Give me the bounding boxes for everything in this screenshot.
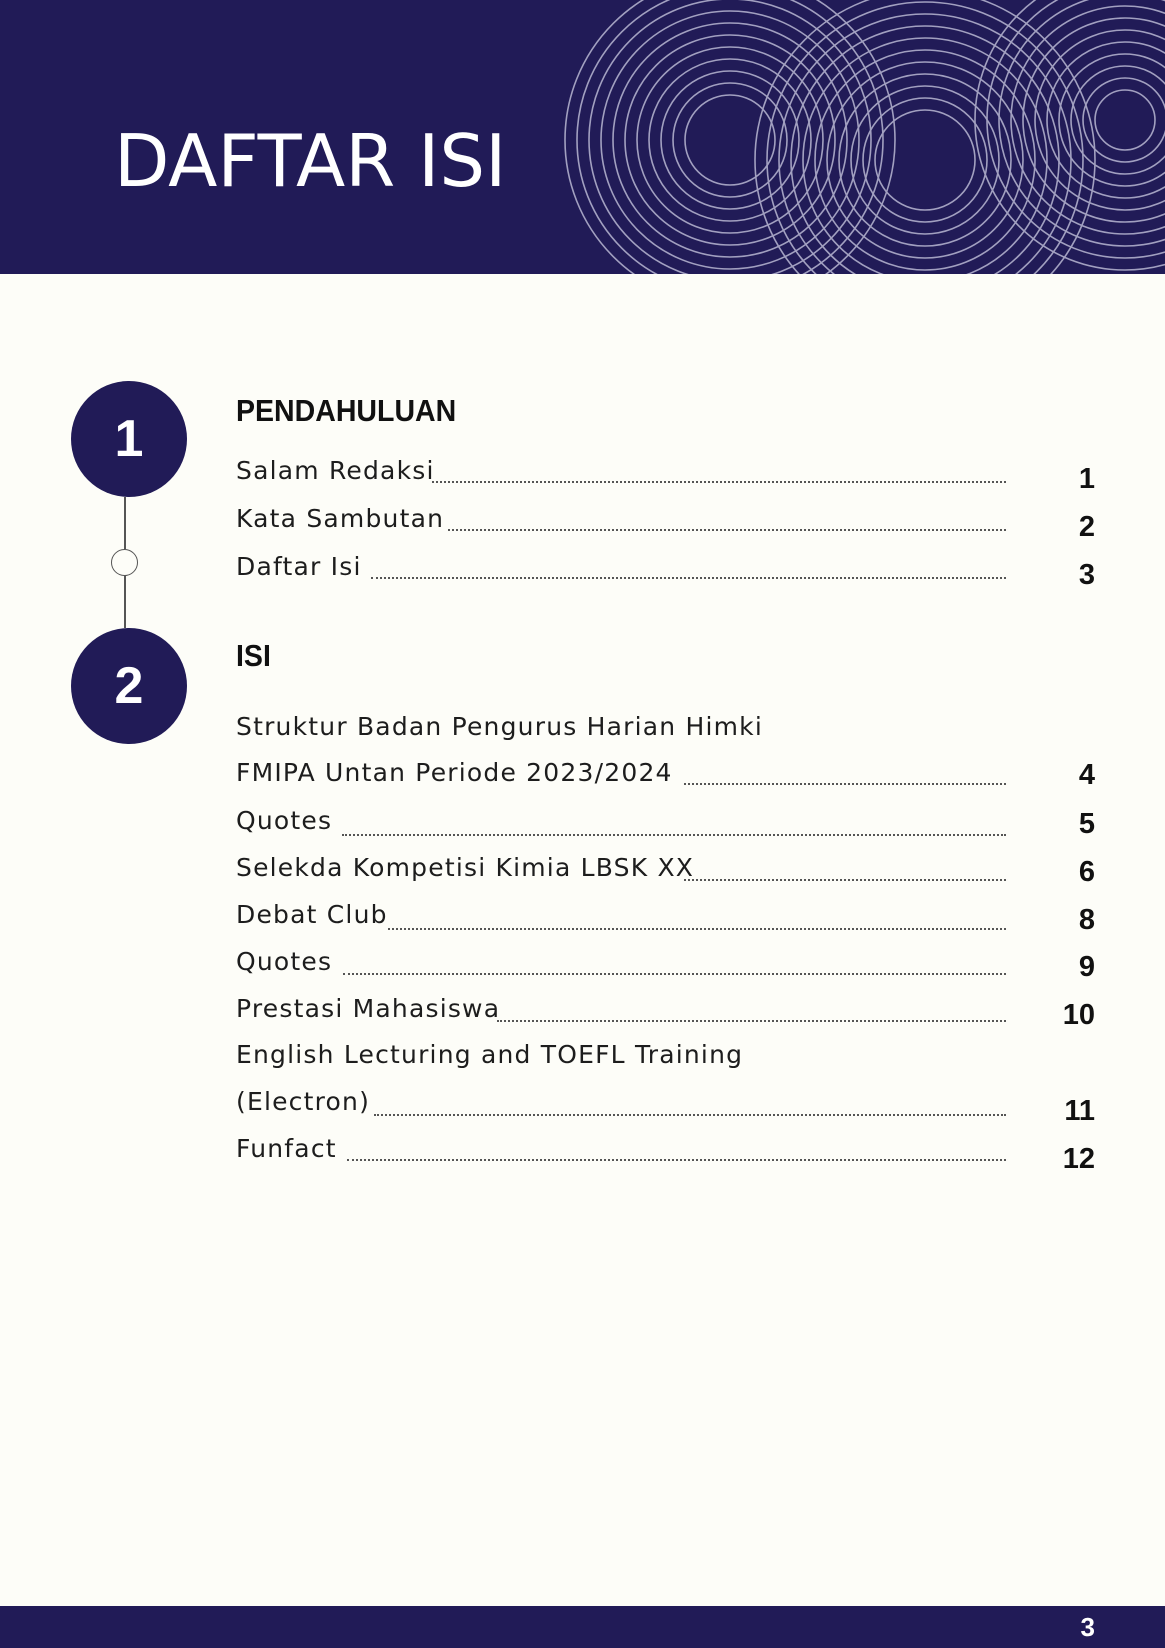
decorative-arc [637,47,823,233]
header-banner [0,0,1165,274]
leader-dots [684,879,1006,881]
decorative-arc [1095,90,1155,150]
toc-entry-label: Daftar Isi [236,552,362,581]
toc-entry-page: 1 [1078,463,1095,495]
leader-dots [448,529,1006,531]
leader-dots [347,1159,1006,1161]
timeline-line [124,576,126,628]
decorative-arc [851,86,999,234]
toc-entry-page: 2 [1078,511,1095,543]
section-number-2: 2 [71,628,187,744]
toc-entry-page: 6 [1078,856,1095,888]
toc-entry-label: English Lecturing and TOEFL Training [236,1040,744,1069]
timeline-line [124,497,126,549]
toc-entry-label: Funfact [236,1134,337,1163]
decorative-arc [987,0,1165,258]
footer-page-number: 3 [1080,1612,1095,1642]
footer-bar [0,1606,1165,1648]
leader-dots [388,928,1006,930]
section-number-1: 1 [71,381,187,497]
decorative-arc [625,35,835,245]
toc-entry-label: Quotes [236,947,333,976]
toc-entry-label: (Electron) [236,1087,371,1116]
decorative-arc [673,83,787,197]
decorative-arc [685,95,775,185]
toc-entry-label: Prestasi Mahasiswa [236,994,501,1023]
leader-dots [342,834,1006,836]
toc-entry-label: Selekda Kompetisi Kimia LBSK XX [236,853,695,882]
decorative-arc [661,71,799,209]
leader-dots [684,783,1006,785]
toc-entry-page: 5 [1078,808,1095,840]
section-title-isi: ISI [236,638,271,673]
decorative-arc [975,0,1165,270]
leader-dots [371,577,1006,579]
leader-dots [432,481,1006,483]
toc-entry-page: 8 [1078,904,1095,936]
toc-entry-label: Struktur Badan Pengurus Harian Himki [236,712,763,741]
page-title: DAFTAR ISI [114,119,507,203]
leader-dots [374,1114,1006,1116]
toc-entry-page: 10 [1062,999,1095,1031]
toc-entry-page: 11 [1064,1095,1095,1127]
leader-dots [343,973,1006,975]
timeline-node [111,549,138,576]
toc-entry-label: FMIPA Untan Periode 2023/2024 [236,758,673,787]
toc-entry-page: 9 [1078,951,1095,983]
decorative-arc [613,23,847,257]
decorative-arc [1011,6,1165,234]
toc-entry-label: Kata Sambutan [236,504,445,533]
decorative-arc [875,110,975,210]
decorative-arc [1071,66,1165,174]
decorative-arc [1059,54,1165,186]
toc-entry-page: 3 [1078,559,1095,591]
toc-entry-page: 4 [1078,759,1095,791]
toc-entry-page: 12 [1062,1143,1095,1175]
leader-dots [497,1020,1006,1022]
toc-entry-label: Salam Redaksi [236,456,435,485]
toc-entry-label: Debat Club [236,900,388,929]
decorative-arc [601,11,859,269]
section-title-pendahuluan: PENDAHULUAN [236,393,457,428]
toc-entry-label: Quotes [236,806,333,835]
